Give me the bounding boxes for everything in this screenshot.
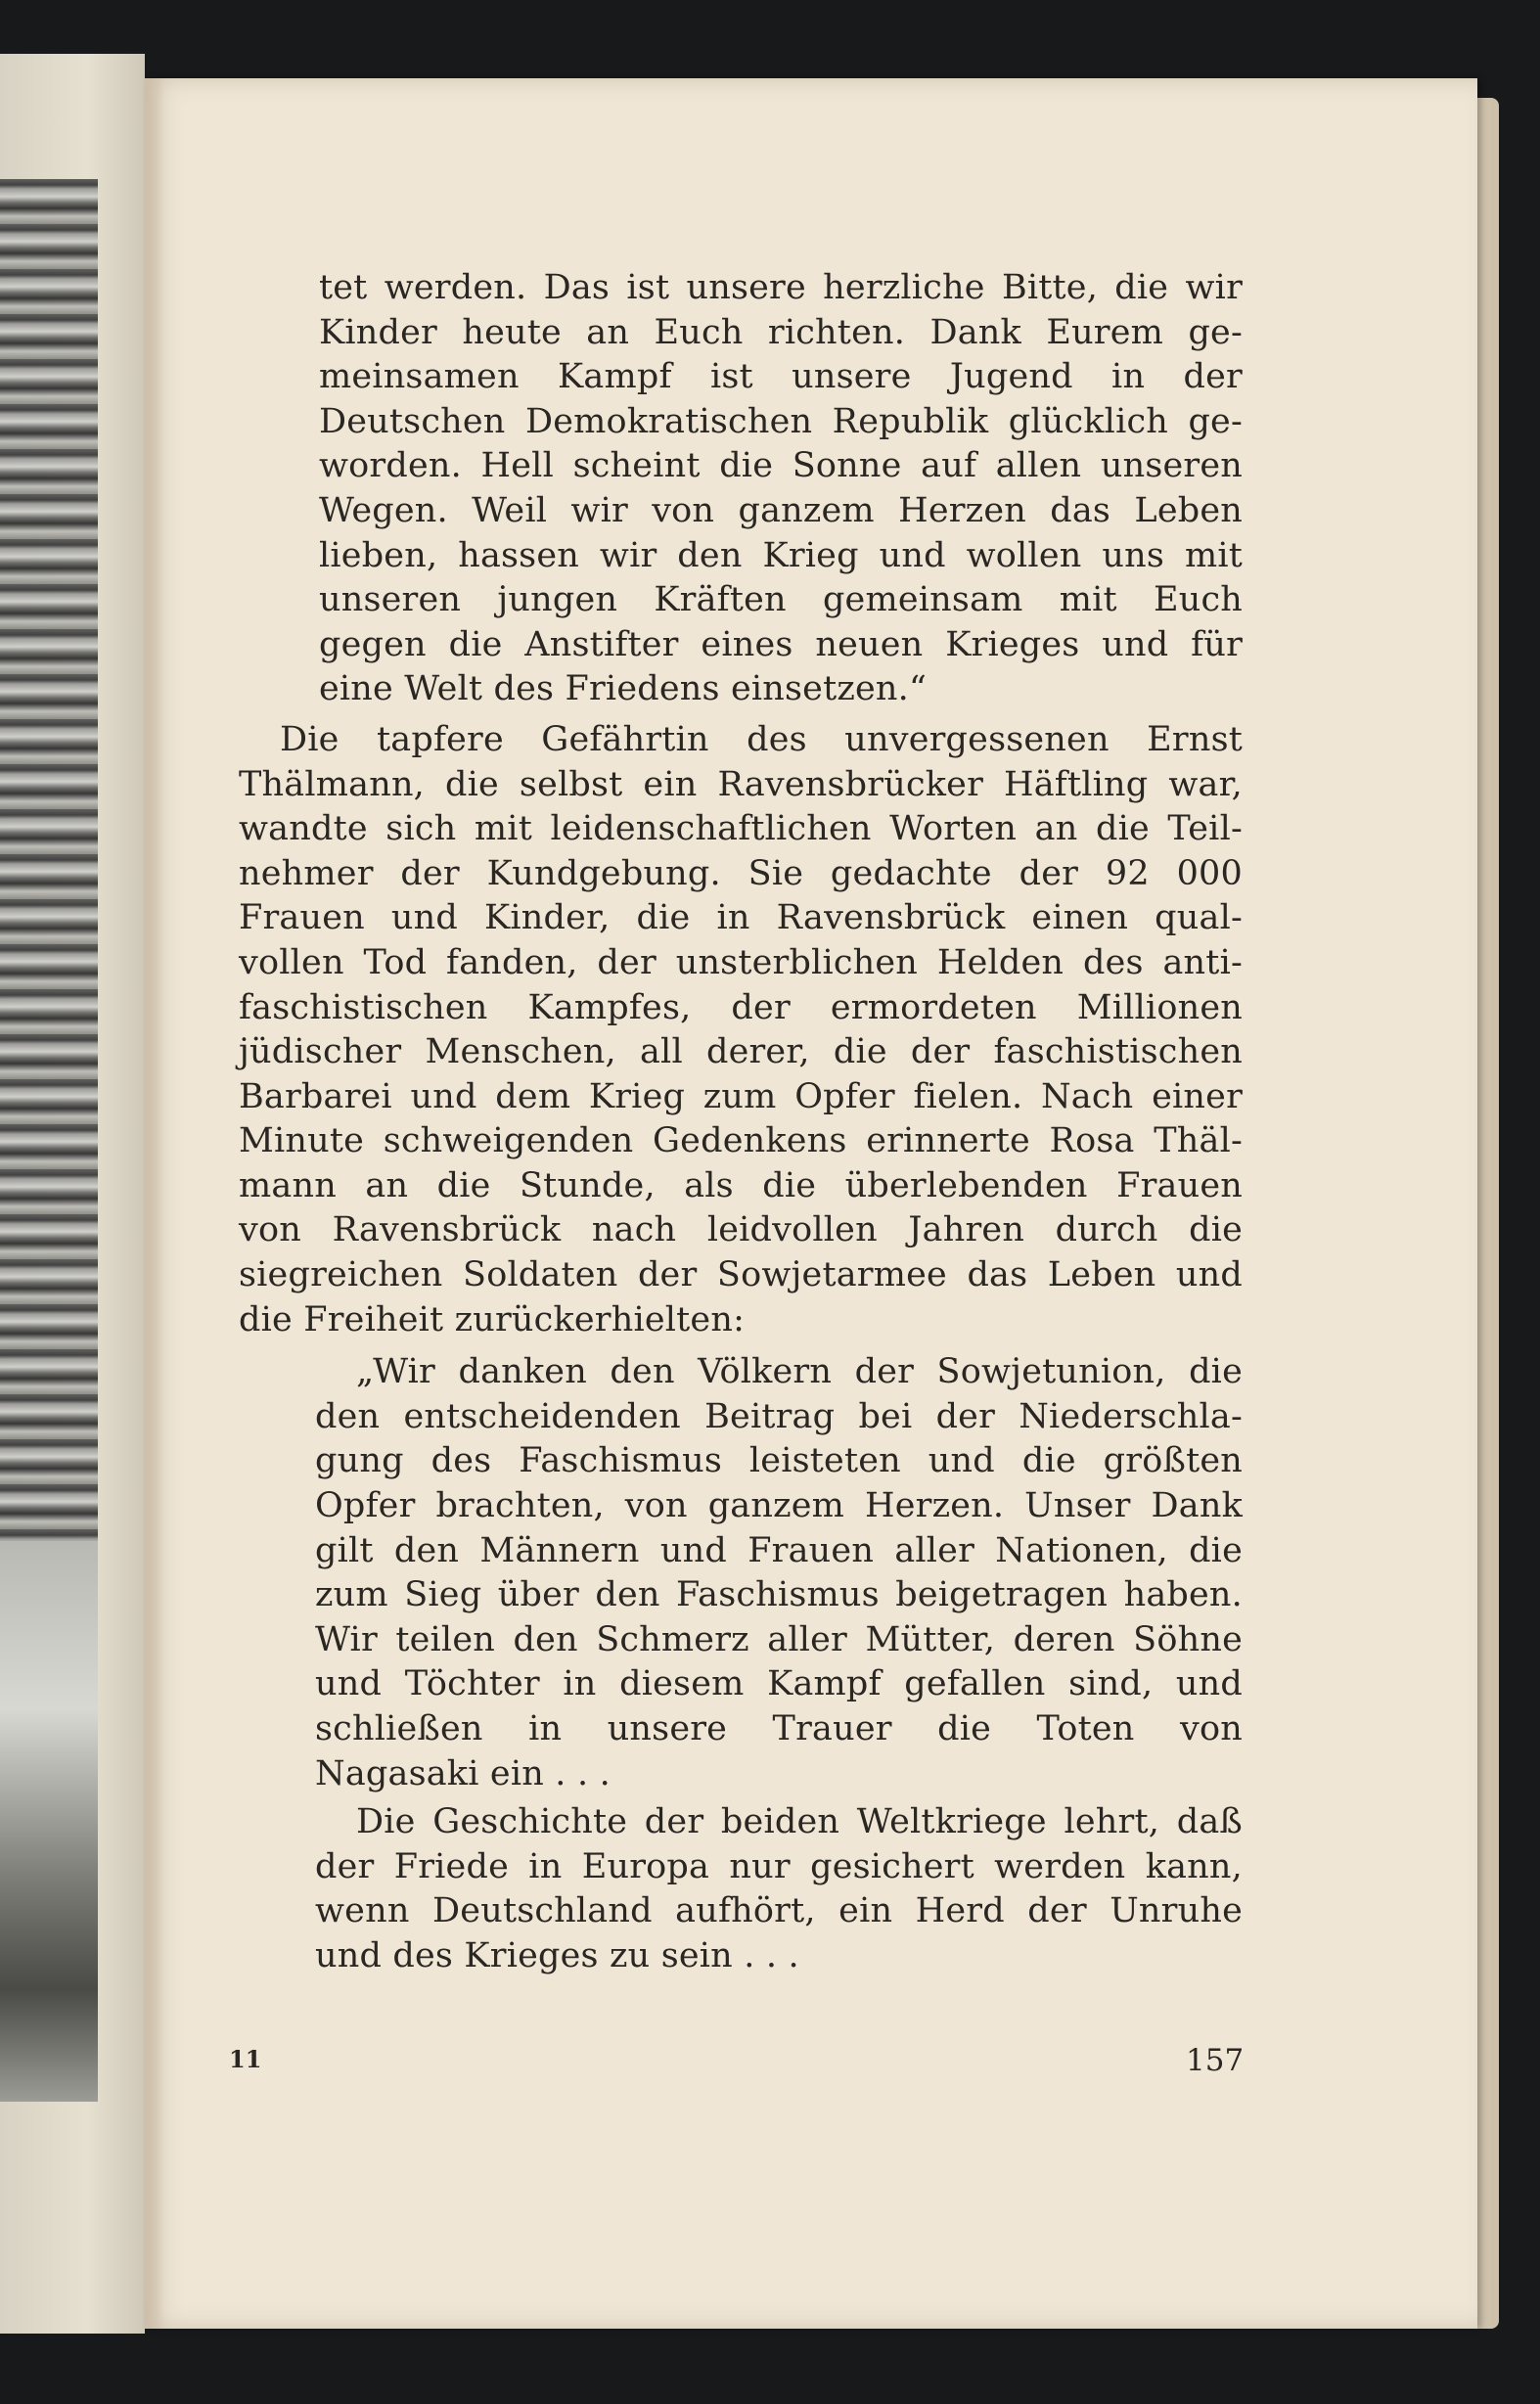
text-line: gung des Faschismus leisteten und die größten	[315, 1441, 1243, 1481]
text-line: wandte sich mit leidenschaftlichen Worten an die Teil-	[239, 809, 1243, 849]
text-line: Barbarei und dem Krieg zum Opfer fielen. Nach einer	[239, 1076, 1243, 1116]
text-line: wenn Deutschland aufhört, ein Herd der Unruhe	[315, 1891, 1243, 1931]
text-line: meinsamen Kampf ist unsere Jugend in der	[319, 357, 1243, 397]
signature-mark: 11	[229, 2045, 262, 2073]
text-line: und Töchter in diesem Kampf gefallen sind, und	[315, 1664, 1243, 1704]
text-line: der Friede in Europa nur gesichert werden kann,	[315, 1846, 1243, 1886]
text-line: und des Krieges zu sein . . .	[315, 1935, 799, 1975]
text-line: vollen Tod fanden, der unsterblichen Helden des anti-	[239, 942, 1243, 982]
text-line: lieben, hassen wir den Krieg und wollen uns mit	[319, 535, 1243, 575]
text-line: Die Geschichte der beiden Weltkriege lehrt, daß	[356, 1802, 1243, 1842]
photo-fragment-lower	[0, 1541, 98, 2102]
text-line: Kinder heute an Euch richten. Dank Eurem ge-	[319, 312, 1243, 352]
page-gutter-shadow	[145, 78, 164, 2329]
text-line: schließen in unsere Trauer die Toten von	[315, 1709, 1243, 1748]
text-line: siegreichen Soldaten der Sowjetarmee das Leben und	[239, 1255, 1243, 1295]
text-line: zum Sieg über den Faschismus beigetragen haben.	[315, 1575, 1243, 1615]
text-line: mann an die Stunde, als die überlebenden Frauen	[239, 1165, 1243, 1205]
text-line: die Freiheit zurückerhielten:	[239, 1299, 746, 1339]
text-line: jüdischer Menschen, all derer, die der faschistischen	[239, 1032, 1243, 1072]
text-line: gilt den Männern und Frauen aller Nationen, die	[315, 1530, 1243, 1570]
text-line: Minute schweigenden Gedenkens erinnerte Rosa Thäl-	[239, 1121, 1243, 1161]
text-line: Wegen. Weil wir von ganzem Herzen das Leben	[319, 490, 1243, 530]
text-line: Nagasaki ein . . .	[315, 1753, 611, 1793]
text-line: unseren jungen Kräften gemeinsam mit Euch	[319, 580, 1243, 620]
text-line: Thälmann, die selbst ein Ravensbrücker Häftling war,	[239, 764, 1243, 804]
text-line: Frauen und Kinder, die in Ravensbrück einen qual-	[239, 898, 1243, 938]
text-line: Opfer brachten, von ganzem Herzen. Unser Dank	[315, 1486, 1243, 1526]
quote-speech-continuation	[315, 1800, 1243, 1978]
text-line: tet werden. Das ist unsere herzliche Bitte, die wir	[319, 268, 1243, 307]
text-line: Die tapfere Gefährtin des unvergessenen Ernst	[280, 719, 1243, 759]
narrative-paragraph	[239, 718, 1243, 1342]
text-line: gegen die Anstifter eines neuen Krieges und für	[319, 624, 1243, 664]
quote-opening	[319, 266, 1243, 712]
text-line: Wir teilen den Schmerz aller Mütter, deren Söhne	[315, 1619, 1243, 1659]
text-line: den entscheidenden Beitrag bei der Niederschla-	[315, 1396, 1243, 1436]
page-text	[239, 266, 1243, 1979]
text-line: worden. Hell scheint die Sonne auf allen unseren	[319, 446, 1243, 486]
text-line: von Ravensbrück nach leidvollen Jahren durch die	[239, 1210, 1243, 1250]
quote-speech	[315, 1350, 1243, 1978]
text-line: faschistischen Kampfes, der ermordeten Millionen	[239, 987, 1243, 1027]
text-line: nehmer der Kundgebung. Sie gedachte der 92 000	[239, 853, 1243, 893]
text-line: „Wir danken den Völkern der Sowjetunion, die	[356, 1352, 1243, 1392]
left-facing-page	[0, 54, 145, 2334]
text-line: eine Welt des Friedens einsetzen.“	[319, 669, 928, 709]
page-number: 157	[1186, 2043, 1245, 2078]
text-line: Deutschen Demokratischen Republik glücklich ge-	[319, 401, 1243, 441]
